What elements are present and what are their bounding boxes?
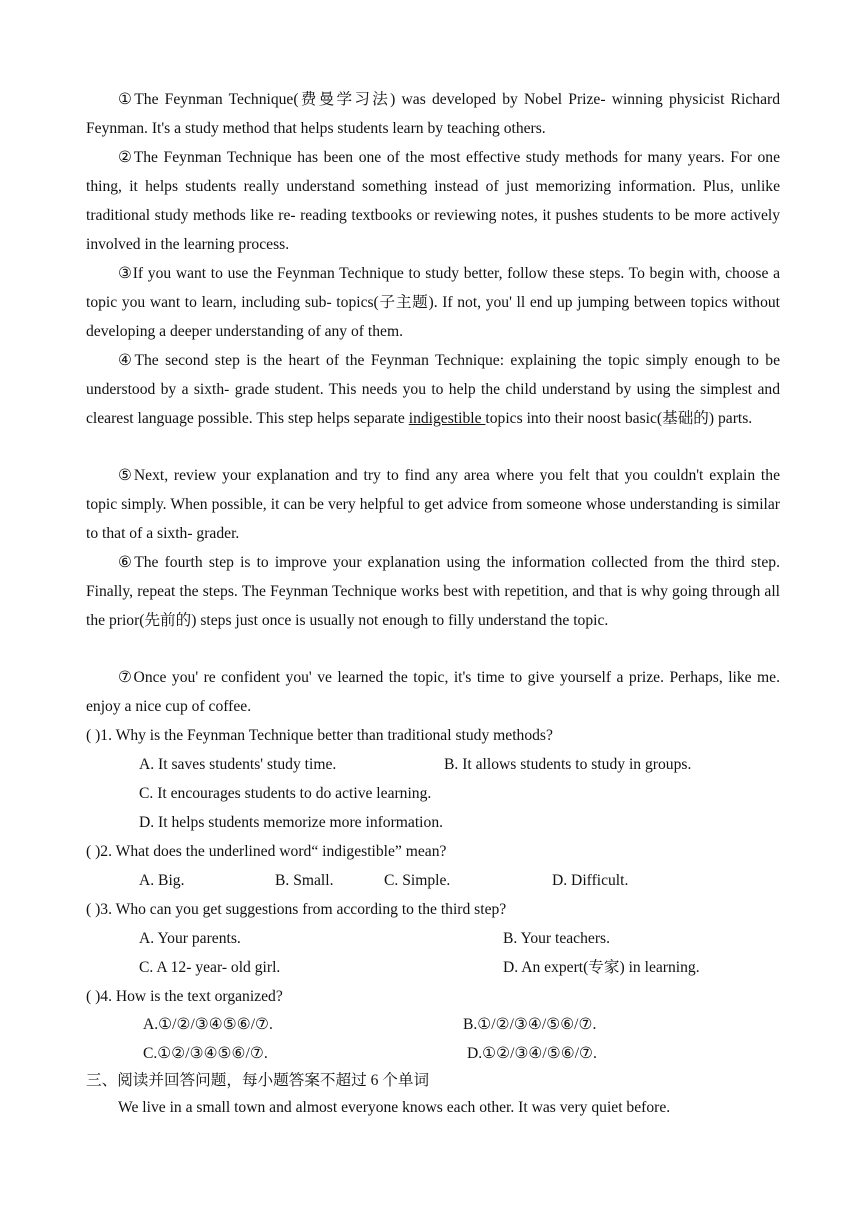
paragraph-3: ③If you want to use the Feynman Technique to study better, follow these steps. To begin with, choose a topic you want to learn, including sub- topics(子主题). If not, you' ll end up jumping between topics without developing a deeper understanding of any of them. [86, 265, 780, 340]
question-2-option-d: D. Difficult. [552, 872, 629, 889]
section-3-heading: 三、阅读并回答问题，每小题答案不超过 6 个单词 [86, 1072, 430, 1089]
question-2-option-b: B. Small. [275, 872, 334, 889]
question-3-option-d: D. An expert(专家) in learning. [503, 959, 700, 976]
question-2-option-a: A. Big. [139, 872, 185, 889]
question-3-option-c: C. A 12- year- old girl. [139, 959, 281, 976]
question-1-option-a: A. It saves students' study time. [139, 756, 337, 773]
question-4-stem: ( )4. How is the text organized? [86, 988, 283, 1005]
paragraph-1: ①The Feynman Technique(费曼学习法) was developed by Nobel Prize- winning physicist Richard Feynman. It's a study method that helps students learn by teaching others. [86, 91, 780, 137]
question-1-option-b: B. It allows students to study in groups. [444, 756, 692, 773]
question-4-option-c: C.①②/③④⑤⑥/⑦. [143, 1045, 268, 1062]
question-2-option-c: C. Simple. [384, 872, 451, 889]
question-4-option-b: B.①/②/③④/⑤⑥/⑦. [463, 1016, 597, 1033]
question-1-option-c: C. It encourages students to do active learning. [139, 785, 432, 802]
question-2-stem: ( )2. What does the underlined word“ indigestible” mean? [86, 843, 447, 860]
question-3-option-a: A. Your parents. [139, 930, 241, 947]
question-1-stem: ( )1. Why is the Feynman Technique better than traditional study methods? [86, 727, 553, 744]
question-4-option-a: A.①/②/③④⑤⑥/⑦. [143, 1016, 273, 1033]
question-3-option-b: B. Your teachers. [503, 930, 610, 947]
underlined-word-indigestible: indigestible [408, 410, 486, 427]
section-3-intro: We live in a small town and almost everyone knows each other. It was very quiet before. [118, 1099, 671, 1116]
question-3-stem: ( )3. Who can you get suggestions from according to the third step? [86, 901, 507, 918]
paragraph-4-text-after: topics into their noost basic(基础的) parts. [485, 410, 753, 427]
paragraph-7: ⑦Once you' re confident you' ve learned the topic, it's time to give yourself a prize. Perhaps, like me. enjoy a nice cup of coffee. [86, 669, 780, 715]
paragraph-4 [86, 346, 780, 433]
question-4-option-d: D.①②/③④/⑤⑥/⑦. [467, 1045, 597, 1062]
question-1-option-d: D. It helps students memorize more information. [139, 814, 444, 831]
paragraph-4-text-before: ④The second step is the heart of the Feynman Technique: explaining the topic simply enough to be understood by a sixth- grade student. This needs you to help the child understand by using the simplest and clearest language possible. This step helps separate [86, 352, 780, 427]
paragraph-6: ⑥The fourth step is to improve your explanation using the information collected from the third step. Finally, repeat the steps. The Feynman Technique works best with repetition, and that is why going through all the prior(先前的) steps just once is usually not enough to filly understand the topic. [86, 554, 780, 629]
paragraph-5: ⑤Next, review your explanation and try to find any area where you felt that you couldn't explain the topic simply. When possible, it can be very helpful to get advice from someone whose understanding is similar to that of a sixth- grader. [86, 467, 780, 542]
paragraph-2: ②The Feynman Technique has been one of the most effective study methods for many years. For one thing, it helps students really understand something instead of just memorizing information. Plus, unlike traditional study methods like re- reading textbooks or reviewing notes, it pushes students to be more actively involved in the learning process. [86, 149, 780, 253]
